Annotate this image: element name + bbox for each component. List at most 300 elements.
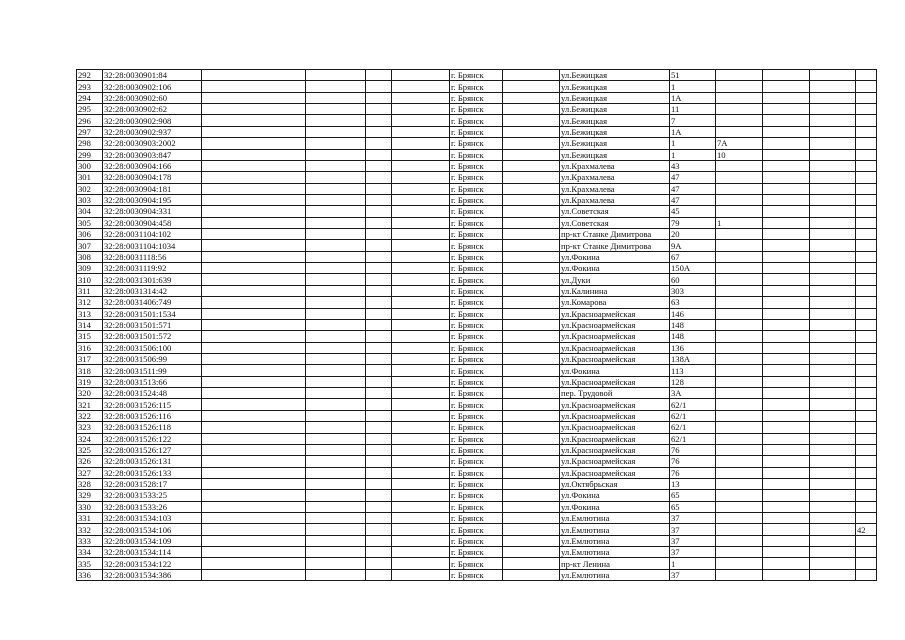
street-cell: ул.Крахмалева — [560, 172, 670, 183]
table-row — [77, 524, 877, 535]
empty-cell — [306, 501, 366, 512]
table-row — [77, 558, 877, 569]
empty-cell — [810, 194, 856, 205]
street-cell: ул.Бежицкая — [560, 92, 670, 103]
empty-cell — [366, 547, 392, 558]
row-number-cell: 309 — [77, 263, 103, 274]
empty-cell — [503, 206, 560, 217]
empty-cell — [810, 115, 856, 126]
empty-cell — [202, 70, 306, 81]
table-row — [77, 569, 877, 580]
empty-cell — [202, 524, 306, 535]
empty-cell — [306, 467, 366, 478]
house-number-cell: 1 — [670, 149, 716, 160]
cadastral-number-cell: 32:28:0030904:458 — [103, 217, 202, 228]
empty-cell — [763, 547, 810, 558]
empty-cell — [763, 388, 810, 399]
row-number-cell: 296 — [77, 115, 103, 126]
trailing-number-cell — [856, 104, 877, 115]
empty-cell — [202, 376, 306, 387]
trailing-number-cell — [856, 444, 877, 455]
trailing-number-cell — [856, 410, 877, 421]
table-row — [77, 444, 877, 455]
empty-cell — [810, 263, 856, 274]
extra-number-cell: 10 — [716, 149, 763, 160]
street-cell: ул.Бежицкая — [560, 138, 670, 149]
street-cell: пр-кт Станке Димитрова — [560, 240, 670, 251]
empty-cell — [202, 388, 306, 399]
extra-number-cell — [716, 524, 763, 535]
empty-cell — [503, 172, 560, 183]
extra-number-cell — [716, 547, 763, 558]
empty-cell — [503, 81, 560, 92]
extra-number-cell: 7А — [716, 138, 763, 149]
empty-cell — [503, 183, 560, 194]
cadastral-number-cell: 32:28:0031501:572 — [103, 331, 202, 342]
empty-cell — [763, 138, 810, 149]
table-row — [77, 342, 877, 353]
empty-cell — [366, 478, 392, 489]
empty-cell — [810, 501, 856, 512]
house-number-cell: 62/1 — [670, 433, 716, 444]
empty-cell — [810, 160, 856, 171]
table-row — [77, 138, 877, 149]
city-cell: г. Брянск — [450, 376, 503, 387]
empty-cell — [366, 274, 392, 285]
row-number-cell: 329 — [77, 490, 103, 501]
empty-cell — [202, 467, 306, 478]
empty-cell — [392, 183, 450, 194]
empty-cell — [503, 104, 560, 115]
empty-cell — [306, 535, 366, 546]
house-number-cell: 136 — [670, 342, 716, 353]
empty-cell — [503, 251, 560, 262]
empty-cell — [503, 467, 560, 478]
city-cell: г. Брянск — [450, 206, 503, 217]
trailing-number-cell — [856, 456, 877, 467]
house-number-cell: 45 — [670, 206, 716, 217]
house-number-cell: 76 — [670, 467, 716, 478]
empty-cell — [763, 365, 810, 376]
empty-cell — [392, 126, 450, 137]
table-row — [77, 297, 877, 308]
street-cell: ул.Красноармейская — [560, 410, 670, 421]
cadastral-number-cell: 32:28:0031513:66 — [103, 376, 202, 387]
empty-cell — [366, 104, 392, 115]
extra-number-cell — [716, 160, 763, 171]
trailing-number-cell — [856, 206, 877, 217]
empty-cell — [306, 229, 366, 240]
cadastral-number-cell: 32:28:0031406:749 — [103, 297, 202, 308]
empty-cell — [306, 365, 366, 376]
street-cell: ул.Красноармейская — [560, 319, 670, 330]
empty-cell — [366, 353, 392, 364]
empty-cell — [366, 308, 392, 319]
street-cell: ул.Крахмалева — [560, 160, 670, 171]
row-number-cell: 311 — [77, 285, 103, 296]
trailing-number-cell — [856, 365, 877, 376]
table-row — [77, 126, 877, 137]
table-row — [77, 172, 877, 183]
street-cell: ул.Емлютина — [560, 535, 670, 546]
empty-cell — [503, 478, 560, 489]
extra-number-cell — [716, 126, 763, 137]
city-cell: г. Брянск — [450, 81, 503, 92]
trailing-number-cell — [856, 92, 877, 103]
empty-cell — [392, 399, 450, 410]
extra-number-cell — [716, 104, 763, 115]
house-number-cell: 79 — [670, 217, 716, 228]
row-number-cell: 321 — [77, 399, 103, 410]
empty-cell — [503, 160, 560, 171]
city-cell: г. Брянск — [450, 490, 503, 501]
empty-cell — [392, 490, 450, 501]
empty-cell — [202, 138, 306, 149]
extra-number-cell — [716, 388, 763, 399]
city-cell: г. Брянск — [450, 478, 503, 489]
empty-cell — [392, 285, 450, 296]
street-cell: ул.Красноармейская — [560, 399, 670, 410]
empty-cell — [306, 297, 366, 308]
table-row — [77, 115, 877, 126]
house-number-cell: 62/1 — [670, 410, 716, 421]
empty-cell — [366, 251, 392, 262]
extra-number-cell — [716, 251, 763, 262]
empty-cell — [306, 206, 366, 217]
empty-cell — [763, 524, 810, 535]
empty-cell — [392, 524, 450, 535]
cadastral-number-cell: 32:28:0030904:181 — [103, 183, 202, 194]
row-number-cell: 304 — [77, 206, 103, 217]
extra-number-cell — [716, 456, 763, 467]
empty-cell — [503, 422, 560, 433]
table-row — [77, 70, 877, 81]
empty-cell — [202, 206, 306, 217]
empty-cell — [503, 217, 560, 228]
house-number-cell: 9А — [670, 240, 716, 251]
street-cell: ул.Красноармейская — [560, 422, 670, 433]
city-cell: г. Брянск — [450, 501, 503, 512]
extra-number-cell — [716, 410, 763, 421]
cadastral-number-cell: 32:28:0031528:17 — [103, 478, 202, 489]
empty-cell — [366, 138, 392, 149]
house-number-cell: 303 — [670, 285, 716, 296]
empty-cell — [810, 274, 856, 285]
trailing-number-cell — [856, 81, 877, 92]
empty-cell — [202, 274, 306, 285]
house-number-cell: 1А — [670, 92, 716, 103]
table-row — [77, 149, 877, 160]
house-number-cell: 113 — [670, 365, 716, 376]
empty-cell — [503, 229, 560, 240]
row-number-cell: 332 — [77, 524, 103, 535]
extra-number-cell — [716, 172, 763, 183]
empty-cell — [810, 467, 856, 478]
empty-cell — [763, 217, 810, 228]
empty-cell — [306, 524, 366, 535]
row-number-cell: 294 — [77, 92, 103, 103]
empty-cell — [392, 388, 450, 399]
empty-cell — [503, 513, 560, 524]
table-row — [77, 456, 877, 467]
table-row — [77, 183, 877, 194]
empty-cell — [202, 251, 306, 262]
empty-cell — [202, 535, 306, 546]
empty-cell — [503, 138, 560, 149]
trailing-number-cell — [856, 388, 877, 399]
empty-cell — [810, 126, 856, 137]
row-number-cell: 318 — [77, 365, 103, 376]
empty-cell — [392, 251, 450, 262]
empty-cell — [366, 149, 392, 160]
table-row — [77, 490, 877, 501]
empty-cell — [306, 490, 366, 501]
empty-cell — [366, 501, 392, 512]
cadastral-number-cell: 32:28:0031533:25 — [103, 490, 202, 501]
extra-number-cell — [716, 535, 763, 546]
empty-cell — [763, 319, 810, 330]
cadastral-number-cell: 32:28:0030902:62 — [103, 104, 202, 115]
empty-cell — [366, 92, 392, 103]
house-number-cell: 67 — [670, 251, 716, 262]
register-table — [76, 69, 877, 581]
house-number-cell: 11 — [670, 104, 716, 115]
empty-cell — [810, 240, 856, 251]
cadastral-number-cell: 32:28:0031501:571 — [103, 319, 202, 330]
table-row — [77, 353, 877, 364]
empty-cell — [810, 217, 856, 228]
cadastral-number-cell: 32:28:0031526:115 — [103, 399, 202, 410]
empty-cell — [503, 297, 560, 308]
empty-cell — [392, 513, 450, 524]
empty-cell — [763, 490, 810, 501]
empty-cell — [202, 444, 306, 455]
table-row — [77, 104, 877, 115]
cadastral-number-cell: 32:28:0030902:908 — [103, 115, 202, 126]
empty-cell — [306, 194, 366, 205]
city-cell: г. Брянск — [450, 444, 503, 455]
extra-number-cell — [716, 342, 763, 353]
house-number-cell: 3А — [670, 388, 716, 399]
empty-cell — [306, 342, 366, 353]
empty-cell — [306, 285, 366, 296]
trailing-number-cell — [856, 251, 877, 262]
empty-cell — [503, 524, 560, 535]
empty-cell — [810, 172, 856, 183]
empty-cell — [810, 183, 856, 194]
empty-cell — [306, 240, 366, 251]
table-row — [77, 240, 877, 251]
city-cell: г. Брянск — [450, 172, 503, 183]
row-number-cell: 314 — [77, 319, 103, 330]
city-cell: г. Брянск — [450, 410, 503, 421]
cadastral-number-cell: 32:28:0031534:122 — [103, 558, 202, 569]
table-row — [77, 92, 877, 103]
empty-cell — [202, 217, 306, 228]
empty-cell — [763, 342, 810, 353]
street-cell: ул.Бежицкая — [560, 70, 670, 81]
city-cell: г. Брянск — [450, 319, 503, 330]
empty-cell — [392, 433, 450, 444]
empty-cell — [810, 399, 856, 410]
cadastral-number-cell: 32:28:0031506:100 — [103, 342, 202, 353]
empty-cell — [392, 263, 450, 274]
cadastral-number-cell: 32:28:0031526:118 — [103, 422, 202, 433]
empty-cell — [306, 319, 366, 330]
house-number-cell: 148 — [670, 319, 716, 330]
empty-cell — [202, 194, 306, 205]
empty-cell — [810, 478, 856, 489]
table-row — [77, 399, 877, 410]
table-row — [77, 376, 877, 387]
row-number-cell: 322 — [77, 410, 103, 421]
empty-cell — [392, 240, 450, 251]
empty-cell — [202, 115, 306, 126]
cadastral-number-cell: 32:28:0030902:60 — [103, 92, 202, 103]
house-number-cell: 128 — [670, 376, 716, 387]
empty-cell — [202, 569, 306, 580]
empty-cell — [202, 547, 306, 558]
empty-cell — [503, 388, 560, 399]
extra-number-cell — [716, 376, 763, 387]
trailing-number-cell — [856, 138, 877, 149]
extra-number-cell — [716, 558, 763, 569]
street-cell: ул.Бежицкая — [560, 104, 670, 115]
row-number-cell: 325 — [77, 444, 103, 455]
empty-cell — [810, 353, 856, 364]
trailing-number-cell — [856, 433, 877, 444]
house-number-cell: 63 — [670, 297, 716, 308]
extra-number-cell — [716, 308, 763, 319]
empty-cell — [763, 297, 810, 308]
empty-cell — [392, 308, 450, 319]
empty-cell — [763, 172, 810, 183]
empty-cell — [503, 319, 560, 330]
table-row — [77, 319, 877, 330]
street-cell: ул.Бежицкая — [560, 126, 670, 137]
empty-cell — [503, 353, 560, 364]
trailing-number-cell — [856, 240, 877, 251]
cadastral-number-cell: 32:28:0031526:116 — [103, 410, 202, 421]
empty-cell — [306, 263, 366, 274]
cadastral-number-cell: 32:28:0030903:847 — [103, 149, 202, 160]
empty-cell — [503, 365, 560, 376]
cadastral-number-cell: 32:28:0031119:92 — [103, 263, 202, 274]
empty-cell — [366, 467, 392, 478]
empty-cell — [763, 513, 810, 524]
trailing-number-cell — [856, 513, 877, 524]
empty-cell — [366, 524, 392, 535]
trailing-number-cell — [856, 490, 877, 501]
street-cell: ул.Красноармейская — [560, 467, 670, 478]
street-cell: ул.Фокина — [560, 251, 670, 262]
empty-cell — [306, 251, 366, 262]
trailing-number-cell — [856, 353, 877, 364]
trailing-number-cell — [856, 558, 877, 569]
extra-number-cell — [716, 319, 763, 330]
empty-cell — [392, 138, 450, 149]
row-number-cell: 320 — [77, 388, 103, 399]
trailing-number-cell — [856, 126, 877, 137]
empty-cell — [202, 229, 306, 240]
city-cell: г. Брянск — [450, 331, 503, 342]
row-number-cell: 292 — [77, 70, 103, 81]
empty-cell — [366, 513, 392, 524]
extra-number-cell — [716, 422, 763, 433]
street-cell: ул.Бежицкая — [560, 81, 670, 92]
empty-cell — [810, 331, 856, 342]
extra-number-cell — [716, 206, 763, 217]
empty-cell — [202, 263, 306, 274]
cadastral-number-cell: 32:28:0031534:114 — [103, 547, 202, 558]
extra-number-cell — [716, 194, 763, 205]
street-cell: ул.Емлютина — [560, 524, 670, 535]
house-number-cell: 62/1 — [670, 399, 716, 410]
street-cell: ул.Красноармейская — [560, 456, 670, 467]
extra-number-cell — [716, 81, 763, 92]
house-number-cell: 65 — [670, 501, 716, 512]
extra-number-cell — [716, 353, 763, 364]
extra-number-cell — [716, 478, 763, 489]
street-cell: ул.Комарова — [560, 297, 670, 308]
trailing-number-cell — [856, 297, 877, 308]
empty-cell — [202, 331, 306, 342]
street-cell: ул.Октябрьская — [560, 478, 670, 489]
empty-cell — [763, 160, 810, 171]
city-cell: г. Брянск — [450, 524, 503, 535]
table-row — [77, 308, 877, 319]
extra-number-cell — [716, 467, 763, 478]
house-number-cell: 37 — [670, 569, 716, 580]
table-row — [77, 160, 877, 171]
street-cell: ул.Фокина — [560, 490, 670, 501]
empty-cell — [306, 444, 366, 455]
trailing-number-cell — [856, 467, 877, 478]
empty-cell — [306, 217, 366, 228]
street-cell: ул.Бежицкая — [560, 115, 670, 126]
empty-cell — [763, 126, 810, 137]
row-number-cell: 297 — [77, 126, 103, 137]
empty-cell — [202, 319, 306, 330]
row-number-cell: 335 — [77, 558, 103, 569]
empty-cell — [503, 376, 560, 387]
house-number-cell: 146 — [670, 308, 716, 319]
empty-cell — [810, 138, 856, 149]
row-number-cell: 302 — [77, 183, 103, 194]
extra-number-cell — [716, 433, 763, 444]
house-number-cell: 37 — [670, 547, 716, 558]
empty-cell — [202, 422, 306, 433]
city-cell: г. Брянск — [450, 229, 503, 240]
row-number-cell: 312 — [77, 297, 103, 308]
trailing-number-cell — [856, 342, 877, 353]
empty-cell — [306, 183, 366, 194]
city-cell: г. Брянск — [450, 467, 503, 478]
empty-cell — [503, 240, 560, 251]
extra-number-cell — [716, 444, 763, 455]
table-row — [77, 251, 877, 262]
empty-cell — [202, 410, 306, 421]
extra-number-cell — [716, 399, 763, 410]
empty-cell — [810, 285, 856, 296]
empty-cell — [202, 399, 306, 410]
empty-cell — [366, 388, 392, 399]
empty-cell — [306, 92, 366, 103]
empty-cell — [202, 297, 306, 308]
empty-cell — [306, 274, 366, 285]
row-number-cell: 319 — [77, 376, 103, 387]
table-row — [77, 547, 877, 558]
